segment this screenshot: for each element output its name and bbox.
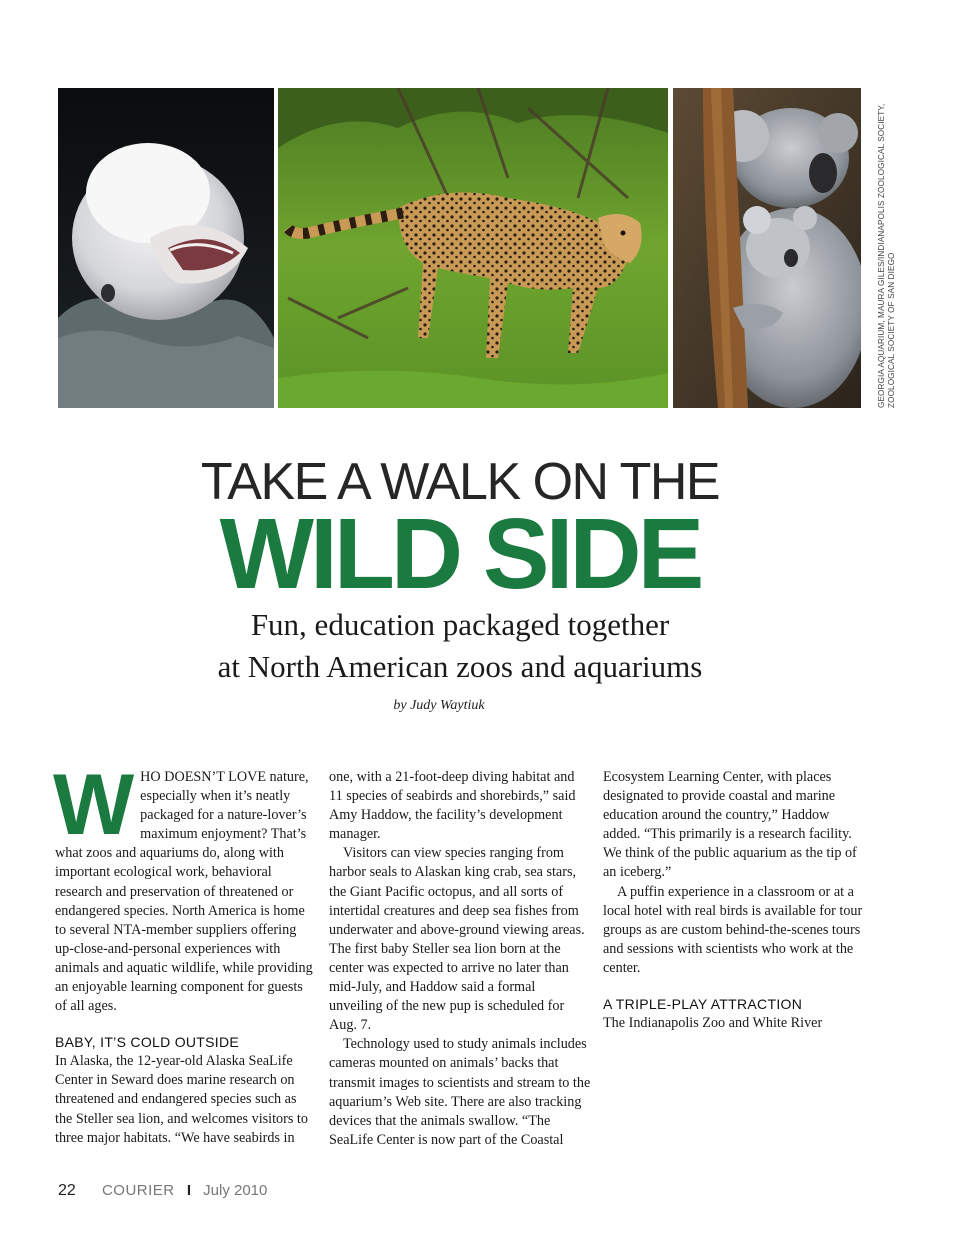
article-paragraph-continued: one, with a 21-foot-deep diving habitat and 11 species of seabirds and shorebirds,” said Amy Haddow, the facility’s development manager. <box>329 769 576 843</box>
article-paragraph-continued: Ecosystem Learning Center, with places designated to provide coastal and marine education around the country,” Haddow added. “This primarily is a research facility. We think of the public aquarium as the tip of an iceberg.” <box>603 769 857 881</box>
byline: by Judy Waytiuk <box>393 698 485 713</box>
section-heading: BABY, IT’S COLD OUTSIDE <box>55 1034 240 1051</box>
cheetah-illustration <box>278 88 668 408</box>
photo-credit-line-1: GEORGIA AQUARIUM, MAURA GILES/INDIANAPOLIS ZOOLOGICAL SOCIETY, <box>877 103 886 408</box>
koala-photo <box>673 88 861 408</box>
article-paragraph: Technology used to study animals includes cameras mounted on animals’ backs that transmit images to scientists and stream to the aquarium’s Web site. There are also tracking devices that the animals swallow. “The SeaLife Center is now part of the Coastal <box>329 1036 591 1148</box>
beluga-photo <box>58 88 274 408</box>
article-column-1 <box>53 757 317 1148</box>
headline-kicker: TAKE A WALK ON THE <box>200 453 720 511</box>
publication-name: COURIER <box>101 1182 175 1199</box>
article-paragraph: The Indianapolis Zoo and White River <box>603 1015 823 1032</box>
article-paragraph: Visitors can view species ranging from harbor seals to Alaskan king crab, sea stars, the Giant Pacific octopus, and all sorts of intertidal creatures and deep sea fishes from underwater and above-ground viewing areas. The first baby Steller sea lion born at the center was expected to arrive no later than mid-July, and Haddow said a formal unveiling of the new pup is scheduled for Aug. 7. <box>329 845 585 1034</box>
headline-subtitle <box>0 604 920 688</box>
subtitle-line-1: Fun, education packaged together <box>250 607 670 642</box>
intro-text: HO DOESN’T LOVE nature, especially when it’s neatly packaged for a nature-lover’s maximum enjoyment? That’s what zoos and aquariums do, along with important ecological work, behavioral research and preservation of threatened or endangered species. North America is home to several NTA-member suppliers offering up-close-and-personal experiences with animals and aquatic wildlife, while providing an enjoyable learning component for guests of all ages. <box>55 769 313 1015</box>
beluga-illustration <box>58 88 274 408</box>
footer-separator: I <box>186 1182 191 1199</box>
koala-illustration <box>673 88 861 408</box>
section-heading: A TRIPLE-PLAY ATTRACTION <box>603 996 803 1013</box>
cheetah-photo <box>278 88 668 408</box>
drop-cap: W <box>53 757 135 853</box>
article-column-3 <box>603 768 865 1033</box>
subtitle-line-2: at North American zoos and aquariums <box>217 649 703 684</box>
intro-paragraph <box>53 757 317 1016</box>
page-number: 22 <box>58 1182 76 1199</box>
photo-credit-line-2: ZOOLOGICAL SOCIETY OF SAN DIEGO <box>887 252 896 408</box>
headline-title: WILD SIDE <box>219 498 701 610</box>
photo-credit <box>877 88 897 408</box>
issue-date: July 2010 <box>203 1182 268 1199</box>
article-paragraph: A puffin experience in a classroom or at a local hotel with real birds is available for tour groups as are custom behind-the-scenes tours and sessions with scientists who work at the center. <box>603 883 863 976</box>
page-footer <box>58 1182 267 1200</box>
article-column-2 <box>329 768 591 1150</box>
article-paragraph: In Alaska, the 12-year-old Alaska SeaLife Center in Seward does marine research on threatened and endangered species such as the Steller sea lion, and welcomes visitors to three major habitats. “We have seabirds in <box>55 1053 308 1146</box>
